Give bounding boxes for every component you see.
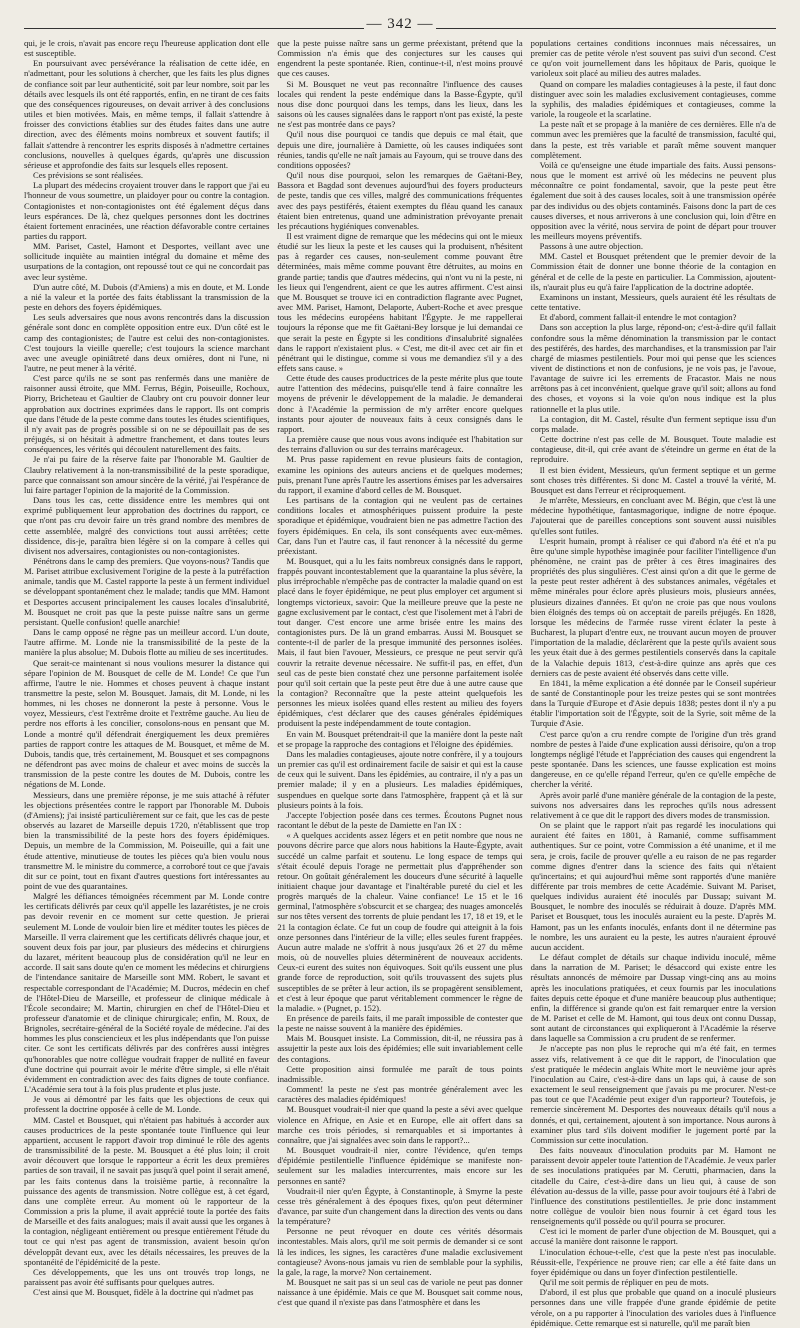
paragraph: Qu'il me soit permis de répliquer en peu de mots. — [539, 1277, 709, 1288]
paragraph: Des faits nouveaux d'inoculation produits par M. Hamont ne paraissent devoir appeler toute l'attention de l'Académie. Je veux parler de ses inoculations pratiquées par M. Cerutti, pharmacien, dans la citadelle du Caire, c'est-à-dire dans un lieu qui, à cause de son élévation au-dessus de la ville, passe pour avoir toujours été à l'abri de l'influence des constitutions pestilentielles. Je prie donc instamment notre collègue de vouloir bien nous fournir à cet égard tous les renseignements qu'il possède ou qu'il pourra se procurer. — [530, 1145, 776, 1227]
paragraph: MM. Pariset, Castel, Hamont et Desportes, veillant avec une sollicitude inquiète au maintien intégral du domaine et même des usurpations de la contagion, ont repoussé tout ce qui ne concordait pas avec leur système. — [24, 241, 270, 282]
paragraph: que la peste puisse naître sans un germe préexistant, prétend que la Commission n'a émis que des conjectures sur les causes qui engendrent la peste spontanée. Rien, continue-t-il, n'est moins prouvé que ces causes. — [277, 38, 523, 79]
paragraph: C'est ainsi que M. Bousquet, fidèle à la doctrine qui n'admet pas — [33, 1287, 254, 1298]
paragraph: M. Prus passe rapidement en revue plusieurs faits de contagion, examine les opinions des auteurs anciens et de quelques modernes; puis, prenant l'une après l'autre les assertions émises par les adversaires du rapport, il examine d'abord celles de M. Bousquet. — [277, 454, 523, 495]
paragraph: « A quelques accidents assez légers et en petit nombre que nous ne pouvons décrire parce que alors nous habitions la Haute-Égypte, avait succédé un calme parfait et soutenu. Le long espace de temps qui s'était écoulé depuis l'orage ne permettait plus d'appréhender son retour. On goûtait généralement les douceurs d'une sécurité à laquelle initiaient chaque jour davantage et l'inaltérable pureté du ciel et les progrès marqués de la chaleur. Vaine confiance! Le 15 et le 16 germinal, l'atmosphère s'obscurcit et se chargea; des nuages amoncelés sur nos têtes versent des torrents de pluie pendant les 17, 18 et 19, et le 21 la contagion éclate. Ce fut un coup de foudre qui atteignit à la fois onze personnes dans l'intérieur de la ville; elles seules furent frappées. Aucun autre malade ne s'offrit à nous jusqu'aux 26 et 27 du même mois, où de nouvelles pluies déterminèrent de nouveaux accidents. Ceux-ci eurent des suites non équivoques. Soit qu'ils eussent une plus grande force de reproduction, soit qu'ils trouvassent des sujets plus susceptibles de se prêter à leur action, ils se propagèrent sensiblement, et c'est à leur époque que parut véritablement commencer le règne de la maladie. » (Pugnet, p. 152). — [277, 830, 523, 1013]
paragraph: Passons à une autre objection. — [539, 241, 643, 252]
paragraph: M. Bousquet, qui a lu les faits nombreux consignés dans le rapport, frappés pouvant incontestablement que la quarantaine la plus sévère, la plus irréprochable n'empêche pas de contracter la maladie quand on est placé dans le foyer épidémique, ne peut plus employer cet argument si longtemps victorieux, savoir: Que la meilleure preuve que la peste ne gagne exclusivement par le contact, c'est que l'isolement met à l'abri de tout danger. C'est encore une arme brisée entre les mains des contagionistes purs. De là un grand embarras. Aussi M. Bousquet se contente-t-il de parler de la presque immunité des personnes isolées. Mais, il faut bien l'avouer, Messieurs, ce presque ne peut servir qu'à couvrir la retraite devenue nécessaire. Ne suffit-il pas, en effet, d'un seul cas de peste bien constaté chez une personne parfaitement isolée pour qu'il soit certain que la peste peut être due à une autre cause que la contagion? Reconnaître que la peste atteint quelquefois les personnes les mieux isolées quand elles restent au milieu des foyers épidémiques, c'est déclarer que des causes générales épidémiques produisent la peste indépendamment de toute contagion. — [277, 555, 523, 729]
paragraph: M. Bousquet voudrait-il nier que quand la peste a sévi avec quelque violence en Afrique, en Asie et en Europe, elle ait offert dans sa marche ces trois périodes, si remarquables et si importantes à connaître, que j'ai signalées avec soin dans le rapport?... — [277, 1104, 523, 1145]
paragraph: Voilà ce qu'enseigne une étude impartiale des faits. Aussi pensons-nous que le moment est arrivé où les médecins ne peuvent plus méconnaître ce point fondamental, savoir, que la peste peut être également due soit à des causes locales, soit à une transmission opérée par des individus ou des objets contaminés. Faisons donc la part de ces causes diverses, et nous arriverons à une conclusion qui, loin d'être en opposition avec la vérité, nous servira de point de départ pour trouver les meilleurs moyens préventifs. — [530, 159, 776, 241]
paragraph: Les seuls adversaires que nous avons rencontrés dans la discussion générale sont donc en complète opposition entre eux. D'un côté est le camp des contagionistes; de l'autre est celui des non-contagionistes. C'est toujours la vieille querelle; c'est toujours la science marchant avec une aveugle opiniâtreté dans deux ornières, dont ni l'une, ni l'autre, ne peut mener à la vérité. — [24, 312, 270, 373]
paragraph: M. Bousquet ne sait pas si un seul cas de variole ne peut pas donner naissance à une épidémie. Mais ce que M. Bousquet sait comme nous, c'est que quand il n'existe pas dans l'atmosphère et dans les — [277, 1277, 523, 1308]
paragraph: L'esprit humain, prompt à réaliser ce qui d'abord n'a été et n'a pu être qu'une simple hypothèse imaginée pour faciliter l'intelligence d'un phénomène, ne craint pas de prêter à ces êtres imaginaires des propriétés des plus singulières. C'est ainsi qu'on a dit que le germe de la peste peut rester adhérent à des substances animales, végétales et même minérales pour éclore après plusieurs mois, plusieurs années, plusieurs dizaines d'années. Et qu'on ne croie pas que nous voulons bien éloignés des temps où on acceptait de pareils préjugés. En 1828, lorsque les médecins de l'armée russe virent éclater la peste à Bucharest, la plupart d'entre eux, ne trouvant aucun moyen de prouver l'importation de la maladie, déclarèrent que la peste qu'ils avaient sous les yeux était due à des germes pestilentiels conservés dans la capitale de la Valachie depuis 1813, c'est-à-dire quinze ans après que ces derniers cas de peste avaient été observés dans cette ville. — [530, 535, 776, 678]
paragraph: Après avoir parlé d'une manière générale de la contagion de la peste, suivons nos adversaires dans les reproches qu'ils nous adressent relativement à ce que dit le rapport des divers modes de transmission. — [530, 789, 776, 820]
paragraph: Il est vraiment digne de remarque que les médecins qui ont le mieux étudié sur les lieux la peste et les causes qui la produisent, n'hésitent pas à regarder ces causes, non-seulement comme pouvant être déterminées, mais même comme pouvant être détruites, au moins en grande partie; tandis que d'autres médecins, qui n'ont vu ni la peste, ni les lieux qui l'engendrent, aient ce que les autres affirment. C'est ainsi que M. Bousquet se trouve ici en contradiction flagrante avec Pugnet, avec MM. Pariset, Hamont, Delaporte, Aubert-Roche et avec presque tous les médecins européens habitant l'Égypte. Je me rappellerai toujours la réponse que me fit Gaëtani-Bey lorsque je lui demandai ce que serait la peste en Égypte si les conditions d'insalubrité signalées dans le rapport n'existaient plus. « C'est, me dit-il avec cet air fin et pénétrant qui le distingue, comme si vous me demandiez s'il y a des effets sans cause. » — [277, 230, 523, 373]
paragraph: Je vous ai démontré par les faits que les objections de ceux qui professent la doctrine opposée à celle de M. Londe. — [24, 1094, 270, 1115]
paragraph: qui, je le crois, n'avait pas encore reçu l'heureuse application dont elle est susceptible. — [24, 38, 270, 59]
paragraph: En 1841, la même explication a été donnée par le Conseil supérieur de santé de Constantinople pour les treize pestes qui se sont montrées dans la Turquie d'Europe et d'Asie depuis 1838; pestes dont il n'y a pu établir l'importation soit de l'Égypte, soit de la Syrie, soit même de la Turquie d'Asie. — [530, 677, 776, 729]
paragraph: Le défaut complet de détails sur chaque individu inoculé, même dans la narration de M. Pariset; le désaccord qui existe entre les résultats annoncés de mémoire par Dussap vingt-cinq ans au moins après les inoculations pratiquées, et ceux fournis par les inoculations faites depuis cette époque et d'une manière beaucoup plus authentique; enfin, la différence si grande qu'on est fait remarquer entre la version de M. Pariset et celle de M. Hamont, qui tous deux ont connu Dussap, sont autant de circonstances qui expliqueront à l'Académie la réserve dans laquelle sa Commission a cru prudent de se renfermer. — [530, 952, 776, 1044]
paragraph: M. Bousquet voudrait-il nier, contre l'évidence, qu'en temps d'épidémie pestilentielle l'influence épidémique se manifeste non-seulement sur les maladies intercurrentes, mais encore sur les personnes en santé? — [277, 1145, 523, 1186]
column-left — [24, 38, 270, 1298]
paragraph: C'est parce qu'ils ne se sont pas renfermés dans une manière de raisonner aussi étroite, que MM. Ferrus, Bégin, Poiseuille, Rochoux, Piorry, Bricheteau et Gaultier de Claubry ont cru pouvoir donner leur approbation aux doctrines exprimées dans le rapport. Ils ont compris que dans l'étude de la peste comme dans toutes les études scientifiques, il n'y avait pas de progrès possible si on ne se dépouillait pas de ses préjugés, si on hésitait à admettre franchement, et dans toutes leurs conséquences, les vérités qui découlent naturellement des faits. — [24, 373, 270, 455]
paragraph: Je n'accepte pas non plus le reproche qui m'a été fait, en termes assez vifs, relativement à ce que dit le rapport, de l'inoculation que s'est pratiquée le médecin anglais White mort le neuvième jour après l'inoculation au Caire, c'est-à-dire dans un laps qui, à cause de son exactement le seul renseignement que j'avais pu me procurer. N'est-ce pas tout ce que l'Académie peut exiger d'un rapporteur? Toutefois, je remercie sincèrement M. Desportes des nouveaux détails qu'il nous a donnés, et qui, certainement, ajoutent à son importance. Nous aurons à examiner plus tard s'ils doivent modifier le jugement porté par la Commission sur cette inoculation. — [530, 1043, 776, 1145]
paragraph: Cette étude des causes productrices de la peste mérite plus que toute autre l'attention des médecins, puisqu'elle tend à faire connaître les moyens de prévenir le développement de la maladie. Je demanderai donc à l'Académie la permission de m'y arrêter encore quelques instants pour ajouter de nouveaux faits à ceux consignés dans le rapport. — [277, 373, 523, 434]
paragraph: Ces prévisions se sont réalisées. — [33, 170, 144, 181]
paragraph: Voudrait-il nier qu'en Égypte, à Constantinople, à Smyrne la peste cesse très généralement à des époques fixes, qu'on peut déterminer d'avance, par suite d'un changement dans la direction des vents ou dans la température? — [277, 1185, 523, 1227]
paragraph: Si M. Bousquet ne veut pas reconnaître l'influence des causes locales qui rendent la peste endémique dans la Basse-Égypte, qu'il nous dise donc pourquoi dans les temps, dans les lieux, dans les saisons où les causes signalées dans le rapport n'ont pas existé, la peste ne s'est pas montrée dans ce pays? — [277, 78, 523, 130]
paragraph: Messieurs, dans une première réponse, je me suis attaché à réfuter les objections présentées contre le rapport par l'honorable M. Dubois (d'Amiens); j'ai insisté particulièrement sur ce fait, que les cas de peste observés au lazaret de Marseille depuis 1720, n'établissent que trop bien la transmissibilité de la peste hors des foyers épidémiques. Depuis, un membre de la Commission, M. Poiseuille, qui a fait une étude attentive, minutieuse de toutes les pièces qu'a bien voulu nous transmettre M. le ministre du commerce, a corroboré tout ce que j'avais dit sur ce point, tout en fixant d'autres questions fort intéressantes au point de vue des quarantaines. — [24, 789, 270, 891]
paragraph: D'un autre côté, M. Dubois (d'Amiens) a mis en doute, et M. Londe a nié la valeur et la portée des faits établissant la transmission de la peste en dehors des foyers épidémiques. — [24, 281, 270, 313]
paragraph: La contagion, dit M. Castel, résulte d'un ferment septique issu d'un corps malade. — [530, 413, 776, 434]
paragraph: D'abord, il est plus que probable que quand on a inoculé plusieurs personnes dans une ville frappée d'une grande épidémie de petite vérole, on a pu rapporter à l'inoculation des varioles dues à l'influence épidémique. Cette remarque est si naturelle, qu'il me paraît bien — [530, 1287, 776, 1328]
paragraph: En poursuivant avec persévérance la réalisation de cette idée, en n'admettant, pour les solutions à chercher, que les faits les plus dignes de confiance soit par leur authenticité, soit par leur nombre, soit par les détails avec lesquels ils ont été rapportés, enfin, en ne tirant de ces faits que des conséquences rigoureuses, on devait arriver à des conclusions utiles et bien motivées. Mais, en même temps, il fallait s'attendre à froisser des convictions établies sur des études faites dans une autre direction, avec des éléments moins nombreux et souvent fautifs; il fallait s'attendre à rencontrer les esprits disposés à n'admettre certaines conclusions, nouvelles à quelques égards, qu'après une discussion sérieuse et approfondie des faits sur lesquels elles reposent. — [24, 58, 270, 170]
paragraph: L'inoculation échoue-t-elle, c'est que la peste n'est pas inoculable. Réussit-elle, l'expérience ne prouve rien; car elle a été faite dans un foyer épidémique ou dans un foyer d'infection pestilentielle. — [530, 1246, 776, 1277]
paragraph: On se plaint que le rapport n'ait pas regardé les inoculations qui auraient été faites en 1801, à Ramanié, comme suffisamment authentiques. Sur ce point, votre Commission a été unanime, et il me sera, je crois, facile de prouver qu'elle a eu raison de ne pas regarder comme dignes d'entrer dans la science des faits qui n'étaient qu'incertains; et qui aujourd'hui même sont rapportés d'une manière différente par trois membres de cette Académie. Suivant M. Pariset, quelques individus auraient été inoculés par Dussap; suivant M. Bousquet, le nombre des inoculés se réduirait à douze. D'après MM. Pariset et Bousquet, tous les inoculés auraient eu la peste. D'après M. Hamont, pas un les enfants inoculés, enfants dont il ne détermine pas le nombre, les uns auraient eu la peste, les autres n'auraient éprouvé aucun accident. — [530, 820, 776, 952]
paragraph: Que serait-ce maintenant si nous voulions mesurer la distance qui sépare l'opinion de M. Bousquet de celle de M. Londe! Ce que l'un affirme, l'autre le nie. Hommes et choses peuvent à chaque instant transmettre la peste, selon M. Bousquet. Jamais, dit M. Londe, ni les hommes, ni les choses ne donneront la peste à personne. Vous le voyez, Messieurs, c'est l'extrême droite et l'extrême gauche. Au lieu de perdre nos efforts à les concilier, consolons-nous en pensant que M. Londe a montré qu'il défendrait énergiquement les deux premières parties de rapport contre les attaques de M. Bousquet, et même de M. Dubois, tandis que, très certainement, M. Bousquet et ses compagnons ne défendront pas avec moins de chaleur et avec moins de succès la transmission de la peste contre les doutes de M. Dubois, contre les négations de M. Londe. — [24, 657, 270, 790]
header-rule-right — [436, 28, 776, 29]
paragraph: Je m'arrête, Messieurs, en concluant avec M. Bégin, que c'est là une médecine hypothétique, fantasmagorique, indigne de notre époque. J'ajouterai que de pareilles conceptions sont souvent aussi nuisibles qu'elles sont futiles. — [530, 495, 776, 536]
paragraph: Quand on compare les maladies contagieuses à la peste, il faut donc distinguer avec soin les maladies exclusivement contagieuses, comme la syphilis, des maladies épidémiques et contagieuses, comme la variole, la rougeole et la scarlatine. — [530, 78, 776, 120]
paragraph: Dans son acception la plus large, répond-on; c'est-à-dire qu'il fallait confondre sous la même dénomination la transmission par le contact des pestiférés, des hardes, des marchandises, et la transmission par l'air chargé de miasmes pestilentiels. Pour moi qui pense que les sciences vivent de distinctions et non de confusions, je ne vois pas, je l'avoue, l'avantage de suivre ici les errements de Fracastor. Mais ne nous arrêtons pas à cet inconvénient, quelque grave qu'il soit; allons au fond des choses, et voyons si la voie qu'on nous indique est la plus rationnelle et la plus utile. — [530, 322, 776, 414]
paragraph: La peste naît et se propage à la manière de ces dernières. Elle n'a de commun avec les premières que la faculté de transmission, faculté qui, dans la peste, est très variable et paraît même souvent manquer complètement. — [530, 119, 776, 160]
paragraph: Comment! la peste ne s'est pas montrée généralement avec les caractères des maladies épidémiques! — [277, 1084, 523, 1105]
paragraph: Personne ne peut révoquer en doute ces vérités désormais incontestables. Mais alors, qu'il me soit permis de demander si ce sont là les indices, les signes, les caractères d'une maladie exclusivement contagieuse? Avons-nous jamais vu rien de semblable pour la syphilis, la gale, la rage, la morve? Non certainement. — [277, 1226, 523, 1277]
paragraph: Et d'abord, comment fallait-il entendre le mot contagion? — [539, 312, 737, 323]
paragraph: Examinons un instant, Messieurs, quels auraient été les résultats de cette tentative. — [530, 291, 776, 313]
paragraph: Qu'il nous dise pourquoi ce tandis que depuis ce mal était, que depuis une dire, journalière à Damiette, où les causes indiquées sont réunies, tandis qu'elle ne naît jamais au Fayoum, qui se trouve dans des conditions opposées? — [277, 129, 523, 170]
paragraph: J'accepte l'objection posée dans ces termes. Écoutons Pugnet nous racontant le début de la peste de Damiette en l'an IX : — [277, 809, 523, 831]
paragraph: La première cause que nous vous avons indiquée est l'habitation sur des terrains d'alluvion ou sur des terrains marécageux. — [277, 434, 523, 455]
paragraph: Je n'ai pu faire de la réserve faite par l'honorable M. Gaultier de Claubry relativement à la non-transmissibilité de la peste sporadique, parce que connaissant son amour sincère de la vérité, j'ai l'espérance de lui faire partager l'opinion de la majorité de la Commission. — [24, 454, 270, 495]
paragraph: Mais M. Bousquet insiste. La Commission, dit-il, ne réussira pas à assujettir la peste aux lois des épidémies; elle suit invariablement celle des contagions. — [277, 1033, 523, 1064]
paragraph: En vain M. Bousquet prétendrait-il que la manière dont la peste naît et se propage la rapproche des contagions et l'éloigne des épidémies. — [277, 728, 523, 749]
paragraph: C'est parce qu'on a cru rendre compte de l'origine d'un très grand nombre de pestes à l'aide d'une explication aussi dérisoire, qu'on a trop longtemps négligé l'étude et l'appréciation des causes qui engendrent la peste spontanée. Dans les sciences, une fausse explication est moins dangereuse, en ce qu'elle répand l'erreur, qu'en ce qu'elle empêche de chercher la vérité. — [530, 728, 776, 790]
page-number: — 342 — — [366, 16, 434, 32]
paragraph: Dans les maladies contagieuses, ajoute notre confrère, il y a toujours un premier cas qu'il est ordinairement facile de saisir et qui est la cause de ceux qui le suivent. Dans les épidémies, au contraire, il n'y a pas un premier malade; il y en a plusieurs. Les maladies épidémiques, suspendues en quelque sorte dans l'atmosphère, frappent çà et là sur plusieurs points à la fois. — [277, 748, 523, 810]
paragraph: Malgré les défiances témoignées récemment par M. Londe contre les certificats délivrés par ceux qu'il appelle les lazarétistes, je ne crois pas devoir revenir en ce moment sur cette question. Je prierai seulement M. Londe de vouloir bien lire et méditer toutes les pièces de Marseille. Il verra clairement que les certificats délivrés chaque jour, et souvent deux fois par jour, par plusieurs des médecins et chirurgiens du lazaret, méritent beaucoup plus de considération qu'il ne leur en accorde. Il sait sans doute qu'en ce moment les médecins et chirurgiens de l'intendance sanitaire de Marseille sont MM. Robert, le savant et respectable correspondant de l'Académie; M. Ducros, médecin en chef de l'Hôtel-Dieu de Marseille, et professeur de clinique médicale à l'École secondaire; M. Martin, chirurgien en chef de l'Hôtel-Dieu et professeur d'anatomie et de clinique chirurgicale; enfin, M. Roux, de Brignoles, secrétaire-général de la Société royale de médecine. J'ai des hommes les plus consciencieux et les plus indépendants que l'on puisse citer. Ce sont les certificats délivrés par des confrères aussi intègres qu'honorables que notre collègue voudrait frapper de nullité en faveur d'une doctrine qui pourrait avoir le mérite d'être simple, si elle n'était évidemment en contradiction avec des faits dignes de toute confiance. L'Académie sera tout à la fois plus prudente et plus juste. — [24, 891, 270, 1095]
page-header — [0, 6, 800, 38]
paragraph: Dans tous les cas, cette dissidence entre les membres qui ont exprimé publiquement leur approbation des doctrines du rapport, ce que n'ont pas cru devoir faire un très grand nombre des membres de cette assemblée, malgré des convictions tout aussi arrêtées; cette dissidence, dis-je, paraîtra bien légère si on la compare à celles qui divisent nos adversaires, contagionistes ou non-contagionistes. — [24, 495, 270, 556]
paragraph: Cette doctrine n'est pas celle de M. Bousquet. Toute maladie est contagieuse, dit-il, qui crée avant de s'éteindre un germe en état de la reproduire. — [530, 434, 776, 465]
paragraph: Cette proposition ainsi formulée me paraît de tous points inadmissible. — [277, 1063, 523, 1084]
paragraph: Il est bien évident, Messieurs, qu'un ferment septique et un germe sont choses très différentes. Si donc M. Castel a trouvé la vérité, M. Bousquet est dans l'erreur et réciproquement. — [530, 464, 776, 495]
paragraph: Les partisans de la contagion qui ne veulent pas de certaines conditions locales et atmosphériques puissent produire la peste sporadique et épidémique, voudraient bien ne pas admettre l'action des foyers épidémiques. En cela, ils sont conséquents avec eux-mêmes. Car, dans l'un et l'autre cas, il faut renoncer à la nécessité du germe préexistant. — [277, 495, 523, 556]
column-right — [530, 38, 776, 1328]
paragraph: Dans le camp opposé ne règne pas un meilleur accord. L'un doute, l'autre affirme. M. Londe nie la transmissibilité de la peste de la manière la plus absolue; M. Dubois flotte au milieu de ses incertitudes. — [24, 627, 270, 658]
paragraph: populations certaines conditions inconnues mais nécessaires, un premier cas de petite vérole n'est souvent pas suivi d'un second. C'est ce qu'on voit journellement dans les hôpitaux de Paris, quoique le varioleux soit placé au milieu des autres malades. — [530, 38, 776, 79]
paragraph: Qu'il nous dise pourquoi, selon les remarques de Gaëtani-Bey, Bassora et Bagdad sont devenues aujourd'hui des foyers producteurs de peste, tandis que ces villes, malgré des communications fréquentes avec des pays pestiférés, étaient exemptes du fléau quand les canaux étaient bien entretenus, quand une administration prévoyante prenait les précautions hygiéniques convenables. — [277, 170, 523, 231]
text-columns — [24, 38, 776, 1328]
paragraph: MM. Castel et Bousquet prétendent que le premier devoir de la Commission était de donner une bonne théorie de la contagion en général et de celle de la peste en particulier. La Commission, ajoutent-ils, n'aurait plus eu qu'à faire l'application de la doctrine adoptée. — [530, 251, 776, 292]
paragraph: En présence de pareils faits, il me paraît impossible de contester que la peste ne naisse souvent à la manière des épidémies. — [277, 1013, 523, 1034]
paragraph: Ces développements, que les uns ont trouvés trop longs, ne paraissent pas avoir été suffisants pour quelques autres. — [24, 1266, 270, 1288]
column-middle — [277, 38, 523, 1308]
paragraph: MM. Castel et Bousquet, qui n'étaient pas habitués à accorder aux causes productrices de la peste spontanée toute l'influence qui leur appartient, accusent le rapport d'avoir trop diminué le rôle des agents de transmissibilité de la peste. M. Bousquet a été plus loin; il croit avoir découvert que lorsque le rapporteur a écrit les deux premières parties de son travail, il ne savait pas jusqu'à quel point il serait amené, par les faits contenus dans la troisième partie, à reconnaître la puissance des agents de transmission. Notre collègue est, à cet égard, dans une complète erreur. Au moment où le rapporteur de la Commission a pris la plume, il avait apprécié toute la portée des faits de Marseille et des faits analogues; mais il avait aussi que les organes à la contagion, négligeant entièrement ou presque entièrement l'étude du tout ce qui n'est pas agent de transmission, avaient besoin qu'on développât devant eux, avec les détails nécessaires, les preuves de la spontanéité de l'épidémicité de la peste. — [24, 1114, 270, 1267]
paragraph: C'est ici le moment de parler d'une objection de M. Bousquet, qui a accusé la manière dont raisonne le rapport. — [530, 1226, 776, 1247]
paragraph: La plupart des médecins croyaient trouver dans le rapport que j'ai eu l'honneur de vous soumettre, un plaidoyer pour ou contre la contagion. Contagionistes et non-contagionistes ont été également déçus dans leurs espérances. De là, chez quelques personnes dont les doctrines étaient fortement enracinées, une réaction défavorable contre certaines parties du rapport. — [24, 180, 270, 241]
paragraph: Pénétrons dans le camp des premiers. Que voyons-nous? Tandis que M. Pariset attribue exclusivement l'origine de la peste à la putréfaction animale, tandis que M. Castel rapporte la peste à un ferment individuel se développant spontanément chez le malade; tandis que MM. Hamont et Desportes accusent principalement les causes locales d'insalubrité, M. Bousquet ne croit pas que la peste puisse naître sans un germe persistant. Quelle confusion! quelle anarchie! — [24, 555, 270, 627]
